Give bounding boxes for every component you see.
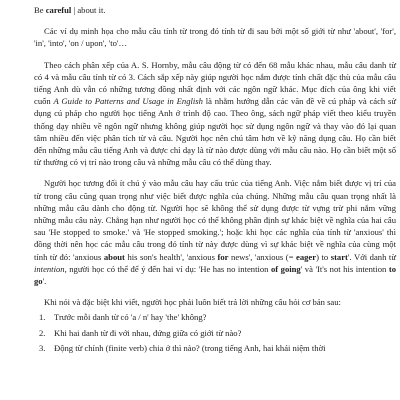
bold-to-go: to go <box>34 263 396 287</box>
patterns-text-h: ' và 'It's not his intention <box>300 263 389 274</box>
bold-for: for <box>217 251 229 262</box>
book-title: A Guide to Patterns and Usage in English <box>53 96 203 107</box>
paragraph-examples: Các ví dụ minh họa cho mẫu câu tính từ trong đó tính từ đi sau bởi một số giới từ như 'about', 'for', 'in', 'into', 'on / upon', 'to'… <box>34 26 396 49</box>
bold-eager: eager <box>296 251 317 262</box>
top-line <box>34 4 396 16</box>
patterns-text-e: ) to <box>316 251 331 262</box>
hornby-text-a: Theo cách phân xếp của A. S. Hornby, mẫu câu động từ có đến 68 mẫu khác nhau, mẫu câu danh từ có 4 và mẫu câu tính từ có 3. Cách sắp xếp này giúp người học nắm được tính chất đặc thù của mẫu câu tiếng Anh dù vẫn có những tương đồng nhất định với các ngôn ngữ khác. Mục đích của ông khi viết cuốn <box>34 59 396 107</box>
bold-about: about <box>103 251 125 262</box>
document-page <box>34 0 396 354</box>
top-line-text-a: Be <box>34 5 46 15</box>
patterns-text-c: his son's health', 'anxious <box>124 251 218 262</box>
bold-of-going: of going <box>270 263 301 274</box>
list-number: 1. <box>39 312 46 323</box>
list-item <box>34 311 396 323</box>
patterns-text-f: '. Với danh từ <box>347 251 396 262</box>
italic-intention: intention <box>34 263 65 274</box>
patterns-text-g: , người học có thể để ý đến hai ví dụ: 'He has no intention <box>64 263 271 274</box>
paragraph-questions-intro: Khi nói và đặc biệt khi viết, người học phải luôn biết trả lời những câu hỏi cơ bản sau: <box>44 297 341 308</box>
list-number: 2. <box>39 327 46 338</box>
patterns-text-a: Người học tương đối ít chú ý vào mẫu câu hay cấu trúc của tiếng Anh. Việc nắm biết được vị trí của từ trong câu cũng quan trọng như việc biết được nghĩa của chúng. Những mẫu câu quan trọng nhất là những mẫu câu dành cho động từ. Người học sẽ không thể sử dụng được từ vựng trừ phi nắm vững những mẫu câu này. Chẳng hạn như người học có thể không phân định sự khác biệt về nghĩa của hai câu sau 'He stopped to smoke.' và 'He stopped smoking.'; hoặc khi học các nghĩa của tính từ 'anxious' thì đồng thời nên học các mẫu câu trong đó tính từ này được dùng vì sự khác biệt về nghĩa của cùng một tính từ đó: 'anxious <box>34 178 396 262</box>
list-text: Trước mỗi danh từ có 'a / n' hay 'the' không? <box>54 312 207 323</box>
list-item <box>34 327 396 339</box>
patterns-text-d: news', 'anxious (= <box>228 251 297 262</box>
careful-bold: careful <box>45 5 72 15</box>
questions-list <box>34 311 396 354</box>
list-text: Khi hai danh từ đi với nhau, đứng giữa có giới từ nào? <box>54 327 242 338</box>
paragraph-hornby <box>34 59 396 169</box>
patterns-text-j: '. <box>42 276 47 287</box>
bold-start: start <box>330 251 348 262</box>
hornby-text-b: là nhằm hướng dẫn các văn đề về cú pháp và cách sử dụng cú pháp cho người học tiếng Anh ở trình độ cao. Theo ông, sách ngữ pháp viết theo kiểu truyền thống dạy nhiều về ngôn ngữ nhưng không giúp người học sử dụng ngôn ngữ và thay vào đó lại quan tâm nhiều đến việc phân tích từ và câu. Người học nên chú tâm hơn về kỹ năng dụng câu. Họ cần biết đến những mẫu câu tiếng Anh và được chỉ dạy là từ nào được dùng với mẫu câu nào. Họ cần biết một số từ thường có vị trí nào trong câu và những mẫu câu có thể dùng thay. <box>34 96 397 168</box>
list-item <box>34 342 396 354</box>
paragraph-patterns <box>34 177 396 287</box>
list-number: 3. <box>39 342 46 353</box>
top-line-text-c: | about it. <box>71 5 106 15</box>
list-text: Động từ chính (finite verb) chia ở thì nào? (trong tiếng Anh, hai khái niệm thời <box>54 342 326 353</box>
